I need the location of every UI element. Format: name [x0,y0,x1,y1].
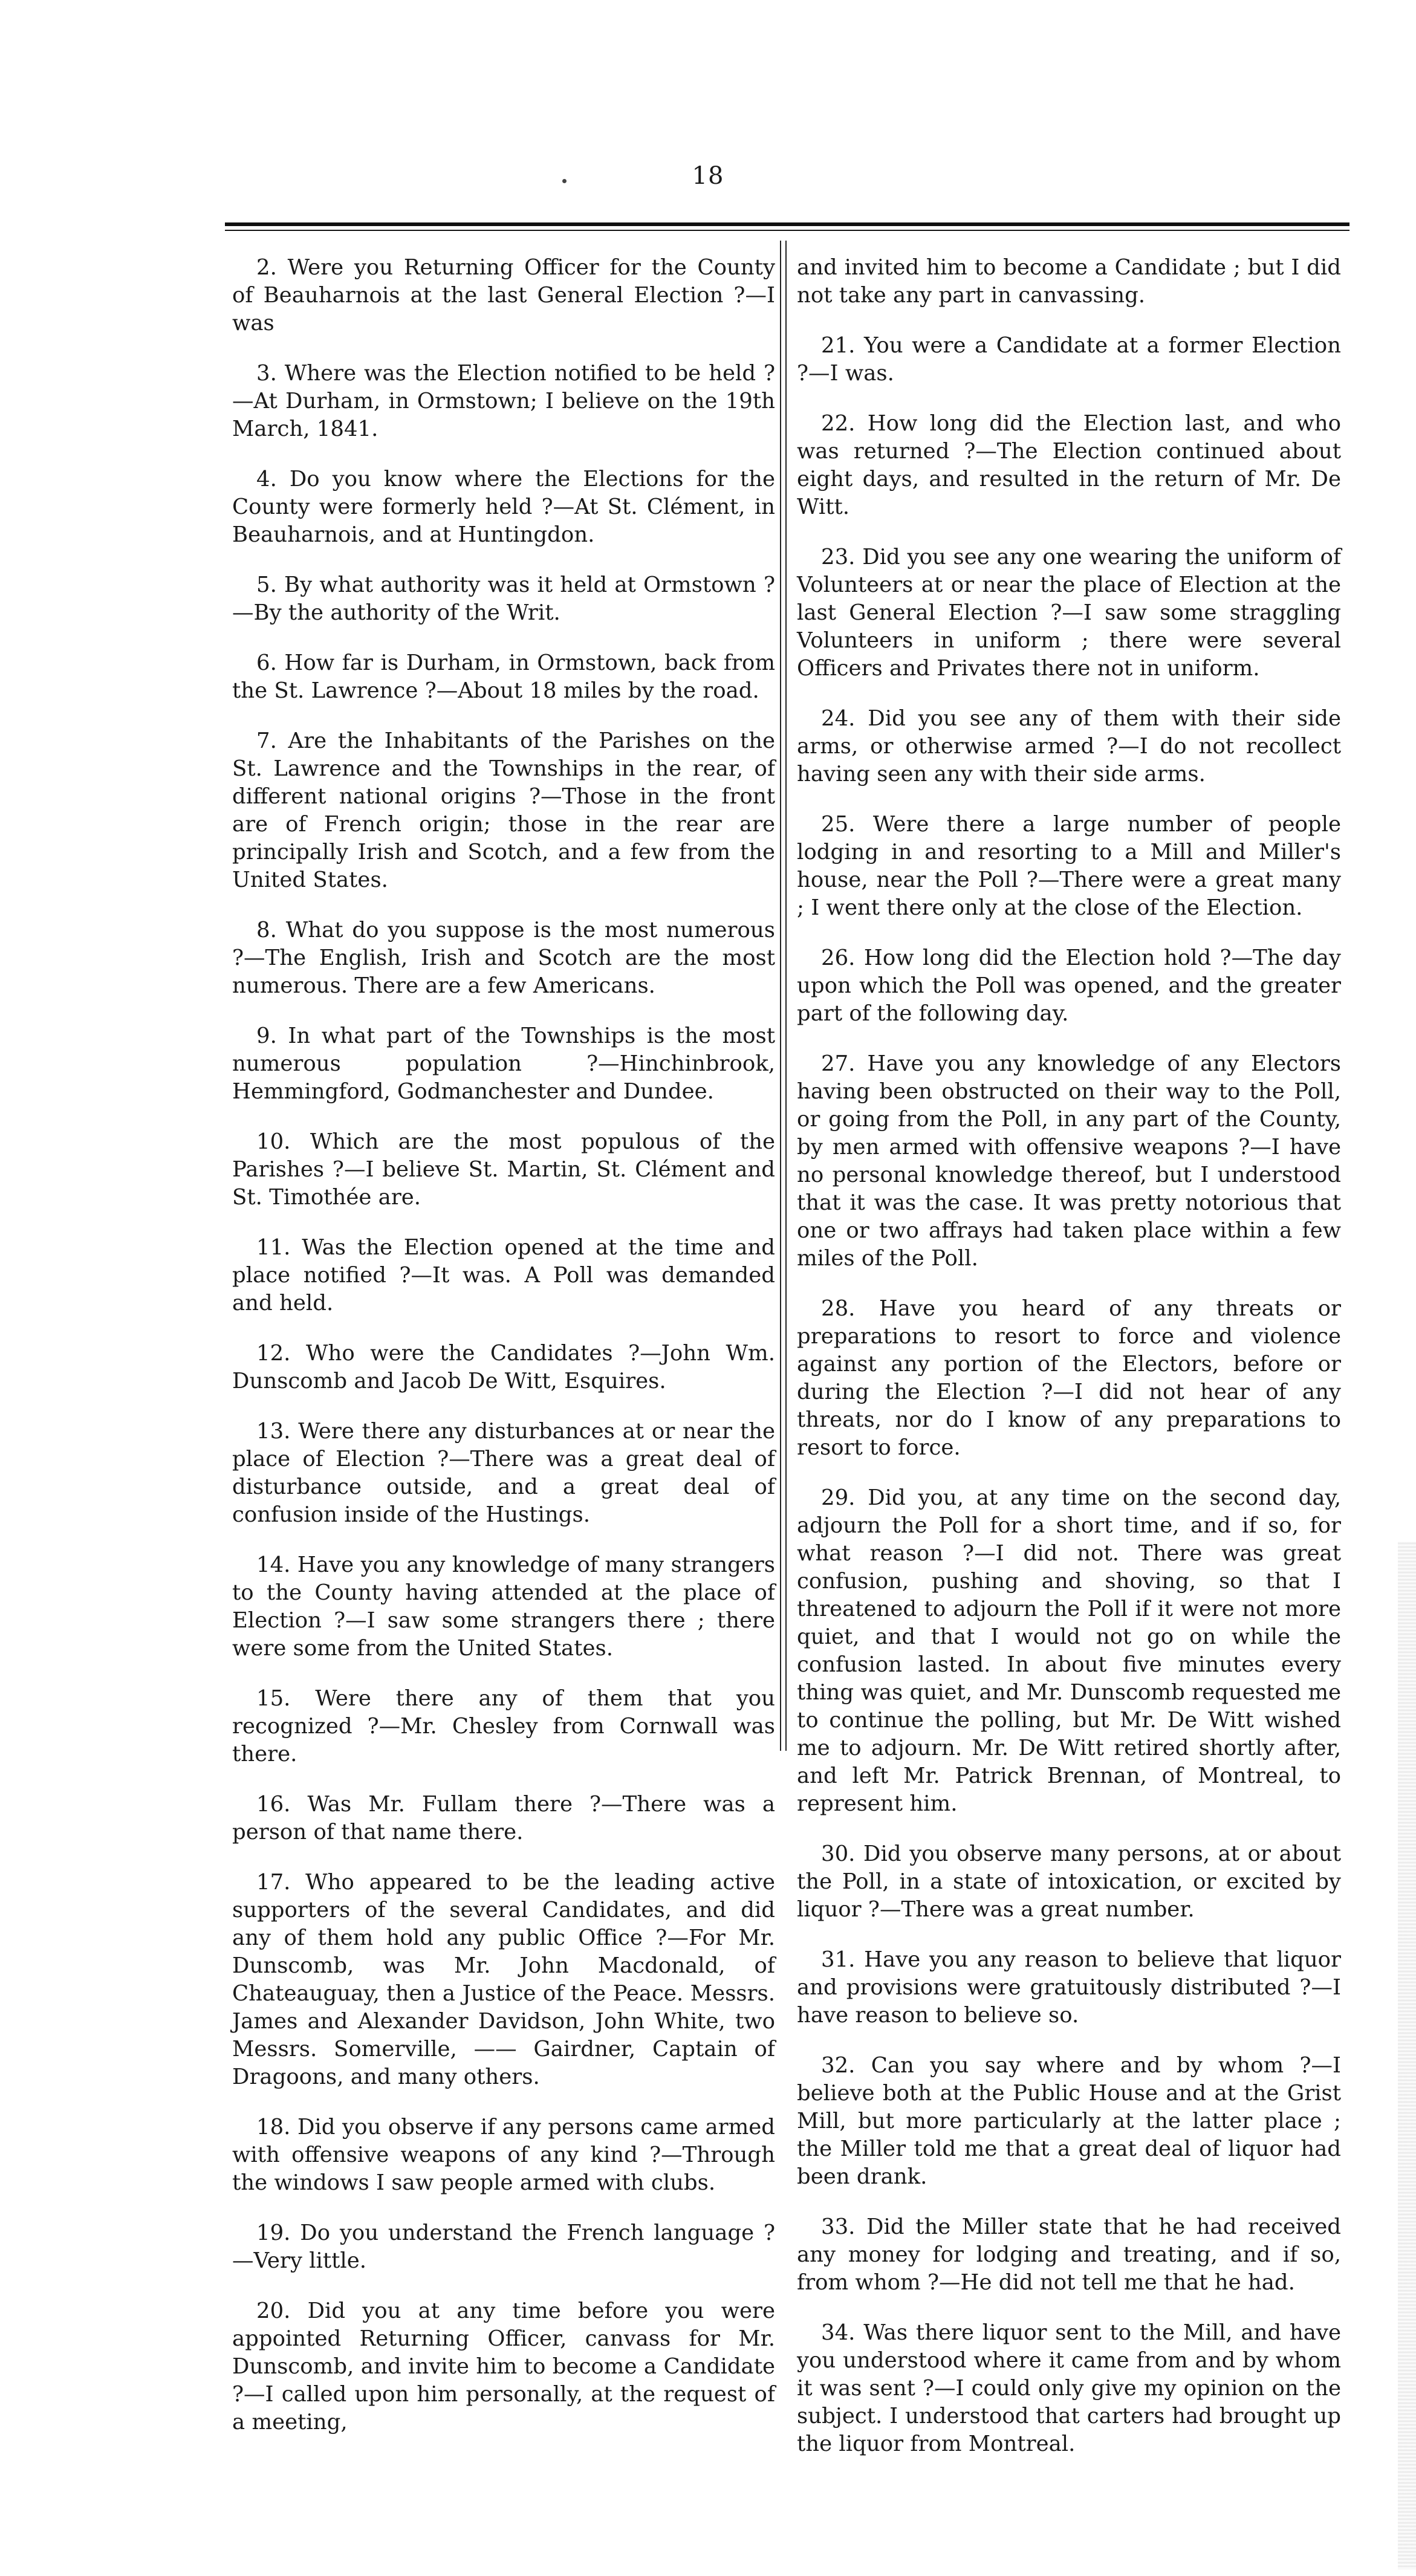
question-paragraph: 22. How long did the Election last, and who was returned ?—The Election continued about eight days, and resulted in the return of Mr. De Witt. [797,411,1341,519]
question-paragraph: 2. Were you Returning Officer for the County of Beauharnois at the last General Election ?—I was [232,255,775,336]
question-paragraph: 13. Were there any disturbances at or near the place of Election ?—There was a great deal of disturbance outside, and a great deal of confusion inside of the Hustings. [232,1419,775,1527]
question-paragraph: 14. Have you any knowledge of many strangers to the County having attended at the place of Election ?—I saw some strangers there ; there were some from the United States. [232,1552,775,1661]
header-rule-thin [225,230,1349,231]
right-column [797,254,1341,2480]
question-paragraph: 4. Do you know where the Elections for the County were formerly held ?—At St. Clément, in Beauharnois, and at Huntingdon. [232,467,775,547]
question-paragraph: 26. How long did the Election hold ?—The day upon which the Poll was opened, and the greater part of the following day. [797,946,1341,1026]
question-paragraph: 18. Did you observe if any persons came armed with offensive weapons of any kind ?—Through the windows I saw people armed with clubs. [232,2115,775,2195]
question-paragraph: 32. Can you say where and by whom ?—I believe both at the Public House and at the Grist Mill, but more particularly at the latter place ; the Miller told me that a great deal of liquor had been drank. [797,2053,1341,2189]
question-paragraph: 12. Who were the Candidates ?—John Wm. Dunscomb and Jacob De Witt, Esquires. [232,1341,775,1393]
left-column [232,254,775,2459]
column-divider-left [780,241,781,1751]
question-paragraph: 29. Did you, at any time on the second day, adjourn the Poll for a short time, and if so, for what reason ?—I did not. There was great confusion, pushing and shoving, so that I threatened to adjourn the Poll if it were not more quiet, and that I would not go on while the confusion lasted. In about five minutes every thing was quiet, and Mr. Dunscomb requested me to continue the polling, but Mr. De Witt wished me to adjourn. Mr. De Witt retired shortly after, and left Mr. Patrick Brennan, of Montreal, to represent him. [797,1485,1341,1816]
question-paragraph: 9. In what part of the Townships is the most numerous population ?—Hinchinbrook, Hemmingford, Godmanchester and Dundee. [232,1024,775,1104]
question-paragraph: 24. Did you see any of them with their side arms, or otherwise armed ?—I do not recollect having seen any with their side arms. [797,706,1341,787]
question-paragraph: 34. Was there liquor sent to the Mill, and have you understood where it came from and by whom it was sent ?—I could only give my opinion on the subject. I understood that carters had brought up the liquor from Montreal. [797,2320,1341,2456]
question-paragraph: 7. Are the Inhabitants of the Parishes on the St. Lawrence and the Townships in the rear, of different national origins ?—Those in the front are of French origin; those in the rear are principally Irish and Scotch, and a few from the United States. [232,728,775,892]
question-paragraph: 17. Who appeared to be the leading active supporters of the several Candidates, and did any of them hold any public Office ?—For Mr. Dunscomb, was Mr. John Macdonald, of Chateauguay, then a Justice of the Peace. Messrs. James and Alexander Davidson, John White, two Messrs. Somerville, —— Gairdner, Captain of Dragoons, and many others. [232,1870,775,2089]
column-divider-right [785,241,787,1751]
question-paragraph: 28. Have you heard of any threats or preparations to resort to force and violence against any portion of the Electors, before or during the Election ?—I did not hear of any threats, nor do I know of any preparations to resort to force. [797,1296,1341,1460]
question-paragraph: 11. Was the Election opened at the time and place notified ?—It was. A Poll was demanded and held. [232,1235,775,1316]
question-paragraph: 10. Which are the most populous of the Parishes ?—I believe St. Martin, St. Clément and St. Timothée are. [232,1129,775,1210]
question-paragraph: 23. Did you see any one wearing the uniform of Volunteers at or near the place of Election at the last General Election ?—I saw some straggling Volunteers in uniform ; there were several Officers and Privates there not in uniform. [797,545,1341,681]
question-paragraph: 30. Did you observe many persons, at or about the Poll, in a state of intoxication, or excited by liquor ?—There was a great number. [797,1841,1341,1922]
page-number: 18 [692,162,724,190]
question-paragraph: 21. You were a Candidate at a former Election ?—I was. [797,333,1341,386]
header-rule-heavy [225,222,1349,226]
question-paragraph: 25. Were there a large number of people lodging in and resorting to a Mill and Miller's house, near the Poll ?—There were a great many ; I went there only at the close of the Election. [797,812,1341,920]
question-paragraph: 5. By what authority was it held at Ormstown ?—By the authority of the Writ. [232,573,775,625]
question-paragraph: 31. Have you any reason to believe that liquor and provisions were gratuitously distributed ?—I have reason to believe so. [797,1947,1341,2028]
question-paragraph: and invited him to become a Candidate ; but I did not take any part in canvassing. [797,255,1341,308]
question-paragraph: 20. Did you at any time before you were appointed Returning Officer, canvass for Mr. Dunscomb, and invite him to become a Candidate ?—I called upon him personally, at the request of a meeting, [232,2299,775,2435]
question-paragraph: 33. Did the Miller state that he had received any money for lodging and treating, and if so, from whom ?—He did not tell me that he had. [797,2214,1341,2295]
question-paragraph: 3. Where was the Election notified to be held ?—At Durham, in Ormstown; I believe on the 19th March, 1841. [232,361,775,441]
question-paragraph: 8. What do you suppose is the most numerous ?—The English, Irish and Scotch are the most numerous. There are a few Americans. [232,918,775,998]
question-paragraph: 16. Was Mr. Fullam there ?—There was a person of that name there. [232,1792,775,1844]
question-paragraph: 6. How far is Durham, in Ormstown, back from the St. Lawrence ?—About 18 miles by the road. [232,650,775,703]
question-paragraph: 15. Were there any of them that you recognized ?—Mr. Chesley from Cornwall was there. [232,1686,775,1767]
page-edge-shadow [1398,1542,1416,2569]
ink-dot [562,179,567,183]
question-paragraph: 27. Have you any knowledge of any Electors having been obstructed on their way to the Poll, or going from the Poll, in any part of the County, by men armed with offensive weapons ?—I have no personal knowledge thereof, but I understood that it was the case. It was pretty notorious that one or two affrays had taken place within a few miles of the Poll. [797,1051,1341,1271]
question-paragraph: 19. Do you understand the French language ?—Very little. [232,2221,775,2273]
